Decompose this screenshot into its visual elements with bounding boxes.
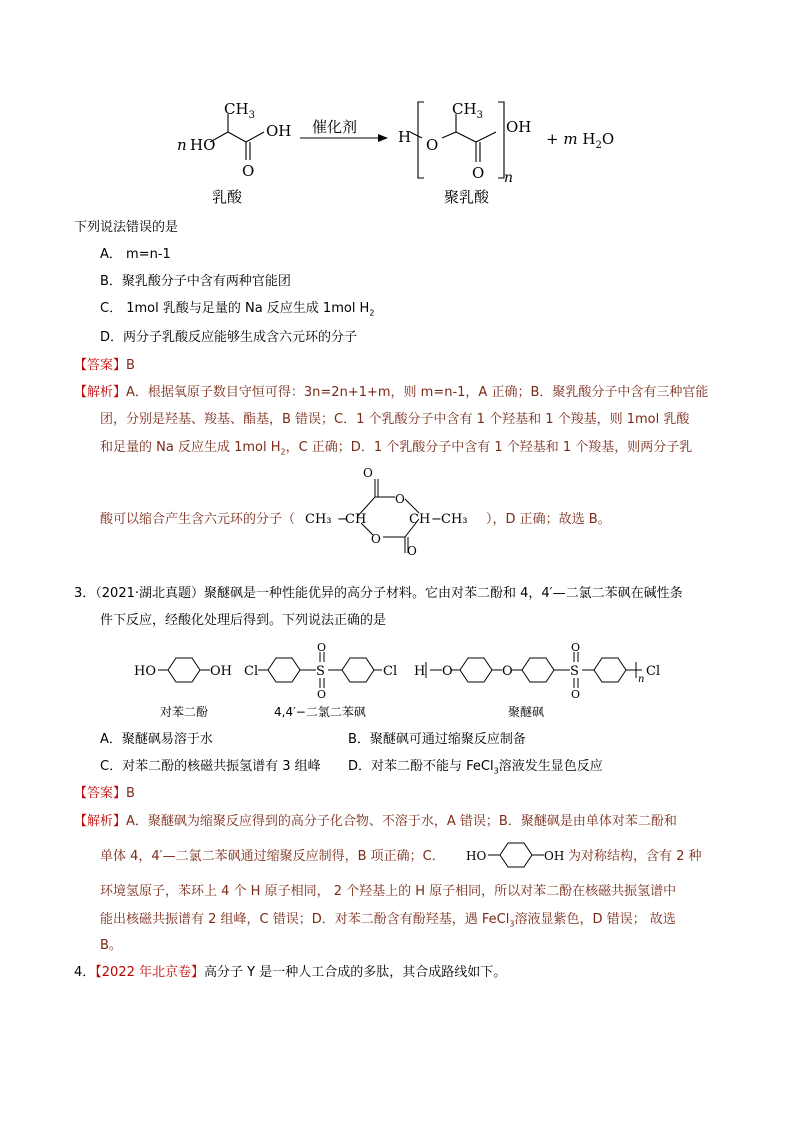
ring-carbonyl-o-top: O: [363, 466, 373, 480]
dichlorodiphenylsulfone-caption: 4,4′−二氯二苯砜: [274, 705, 366, 719]
q3-option-d: D．对苯二酚不能与 FeCl$_3$溶液发生显色反应: [348, 759, 603, 776]
svg-text:−: −: [431, 512, 442, 527]
polymer-o-2: O: [502, 664, 513, 679]
carbonyl-o-label: O: [242, 162, 255, 180]
question-4-number: 4．: [74, 965, 96, 980]
polymer-o-1: O: [442, 664, 453, 679]
polymer-h-end: H: [398, 128, 412, 146]
q3-analysis-line-2-tail: 为对称结构，含有 2 种: [568, 849, 702, 864]
ring-ch-left: CH: [345, 512, 367, 527]
carboxyl-oh-label: OH: [266, 122, 292, 140]
question-4-source-tag: 【2022 年北京卷】: [95, 965, 204, 980]
answer-row: [74, 357, 135, 374]
question-stem: 下列说法错误的是: [74, 220, 179, 235]
ring-methyl-left: CH₃: [305, 512, 332, 527]
analysis-label: 【解析】: [74, 385, 127, 400]
analysis-line-4-suffix: ），D 正确；故选 B。: [486, 512, 611, 527]
option-c: C． 1mol 乳酸与足量的 Na 反应生成 1mol $H_2$: [100, 301, 375, 318]
question-4-stem: 4．【2022 年北京卷】高分子 Y 是一种人工合成的多肽，其合成路线如下。: [74, 965, 507, 980]
coefficient-n: n: [177, 136, 187, 154]
analysis-line-1: 【解析】A．根据氧原子数目守恒可得：3n=2n+1+m，则 m=n-1，A 正确；B．聚乳酸分子中含有三种官能: [74, 385, 709, 400]
analysis-line-4-prefix: 酸可以缩合产生含六元环的分子（: [100, 512, 296, 527]
reaction-arrow-head: [378, 134, 388, 142]
polymer-carbonyl-o: O: [472, 164, 485, 182]
polymer-so-top: O: [571, 641, 581, 654]
coefficient-m: m: [563, 130, 578, 148]
lactide-ring-structure: [305, 463, 485, 555]
ring-methyl-right: CH₃: [441, 512, 468, 527]
analysis-line-3: 和足量的 Na 反应生成 1mol $H_2$，C 正确；D．1 个乳酸分子中含有 1 个羟基和 1 个羧基，则两分子乳: [100, 440, 693, 457]
catalyst-label: 催化剂: [312, 118, 358, 136]
hydroquinone-ho: HO: [134, 664, 156, 679]
polymer-h: H: [414, 664, 426, 679]
hydroquinone-oh: OH: [210, 664, 232, 679]
ring-carbonyl-o-bottom: O: [407, 544, 417, 555]
sulfone-cl-left: Cl: [244, 664, 259, 679]
question-3-number: 3．（2021·湖北真题）: [74, 586, 204, 601]
polymer-repeat-n: n: [638, 674, 645, 685]
hydroxyl-label: HO: [190, 136, 216, 154]
polymer-s: S: [570, 664, 579, 679]
svg-text:−: −: [337, 512, 348, 527]
ring-o-left: O: [371, 532, 381, 546]
water-formula: H: [582, 130, 596, 148]
ring-ch-right: CH: [409, 512, 431, 527]
polyethersulfone-caption: 聚醚砜: [508, 705, 545, 719]
sulfone-o-top: O: [317, 641, 327, 654]
q3-analysis-line-3: 环境氢原子，苯环上 4 个 H 原子相同， 2 个羟基上的 H 原子相同，所以对苯二酚在核磁共振氢谱中: [100, 884, 677, 899]
inline-oh: OH: [544, 849, 565, 863]
svg-text:+ m H2O: + m $H_2O$: [546, 130, 615, 151]
hydroquinone-inline-structure: [460, 838, 570, 872]
option-a: A． m=n-1: [100, 247, 171, 262]
q3-option-b: B．聚醚砜可通过缩聚反应制备: [348, 732, 526, 747]
hydroquinone-caption: 对苯二酚: [160, 705, 209, 719]
ring-o-right: O: [395, 492, 405, 506]
lactic-acid-reaction-scheme: [160, 98, 640, 210]
svg-text:CH3: $CH_3$: [452, 100, 483, 121]
q3-analysis-line-4: 能出核磁共振谱有 2 组峰，C 错误；D．对苯二酚含有酚羟基，遇 FeCl$_3$溶液显紫色，D 错误； 故选: [100, 912, 676, 929]
q3-answer-value: B: [126, 786, 135, 801]
q3-analysis-line-5: B。: [100, 938, 122, 953]
polylactic-acid-caption: 聚乳酸: [444, 188, 490, 206]
q3-answer-label: 【答案】: [74, 786, 127, 801]
polymer-ester-o: O: [426, 136, 439, 154]
svg-text:CH3: $CH_3$: [224, 100, 255, 121]
polymer-cl: Cl: [646, 664, 661, 679]
sulfone-o-bottom: O: [317, 688, 327, 701]
methyl-label: CH: [224, 100, 249, 118]
q3-analysis-line-1: 【解析】A．聚醚砜为缩聚反应得到的高分子化合物、不溶于水，A 错误；B．聚醚砜是由单体对苯二酚和: [74, 814, 677, 829]
repeat-n: n: [504, 170, 514, 186]
option-d: D．两分子乳酸反应能够生成含六元环的分子: [100, 330, 358, 345]
polyethersulfone-structures: [130, 640, 690, 722]
polymer-so-bottom: O: [571, 688, 581, 701]
answer-value: B: [126, 358, 135, 373]
q3-analysis-label: 【解析】: [74, 814, 127, 829]
polymer-methyl-label: CH: [452, 100, 477, 118]
analysis-line-2: 团，分别是羟基、羧基、酯基，B 错误；C．1 个乳酸分子中含有 1 个羟基和 1 个羧基，则 1mol 乳酸: [100, 412, 690, 427]
sulfone-cl-right: Cl: [383, 664, 398, 679]
q3-answer-row: [74, 785, 135, 802]
polymer-oh-end: OH: [506, 118, 532, 136]
q3-option-a: A．聚醚砜易溶于水: [100, 732, 213, 747]
sulfone-s: S: [316, 664, 325, 679]
question-3-stem-line-1: 3．（2021·湖北真题）聚醚砜是一种性能优异的高分子材料。它由对苯二酚和 4，4′—二氯二苯砜在碱性条: [74, 586, 683, 601]
q3-option-c: C．对苯二酚的核磁共振氢谱有 3 组峰: [100, 759, 321, 774]
lactic-acid-caption: 乳酸: [212, 188, 243, 206]
q3-analysis-line-2: 单体 4，4′—二氯二苯砜通过缩聚反应制得，B 项正确；C．: [100, 849, 445, 864]
inline-ho: HO: [466, 849, 487, 863]
question-3-stem-line-2: 件下反应，经酸化处理后得到。下列说法正确的是: [100, 613, 387, 628]
answer-label: 【答案】: [74, 358, 127, 373]
option-b: B．聚乳酸分子中含有两种官能团: [100, 274, 291, 289]
